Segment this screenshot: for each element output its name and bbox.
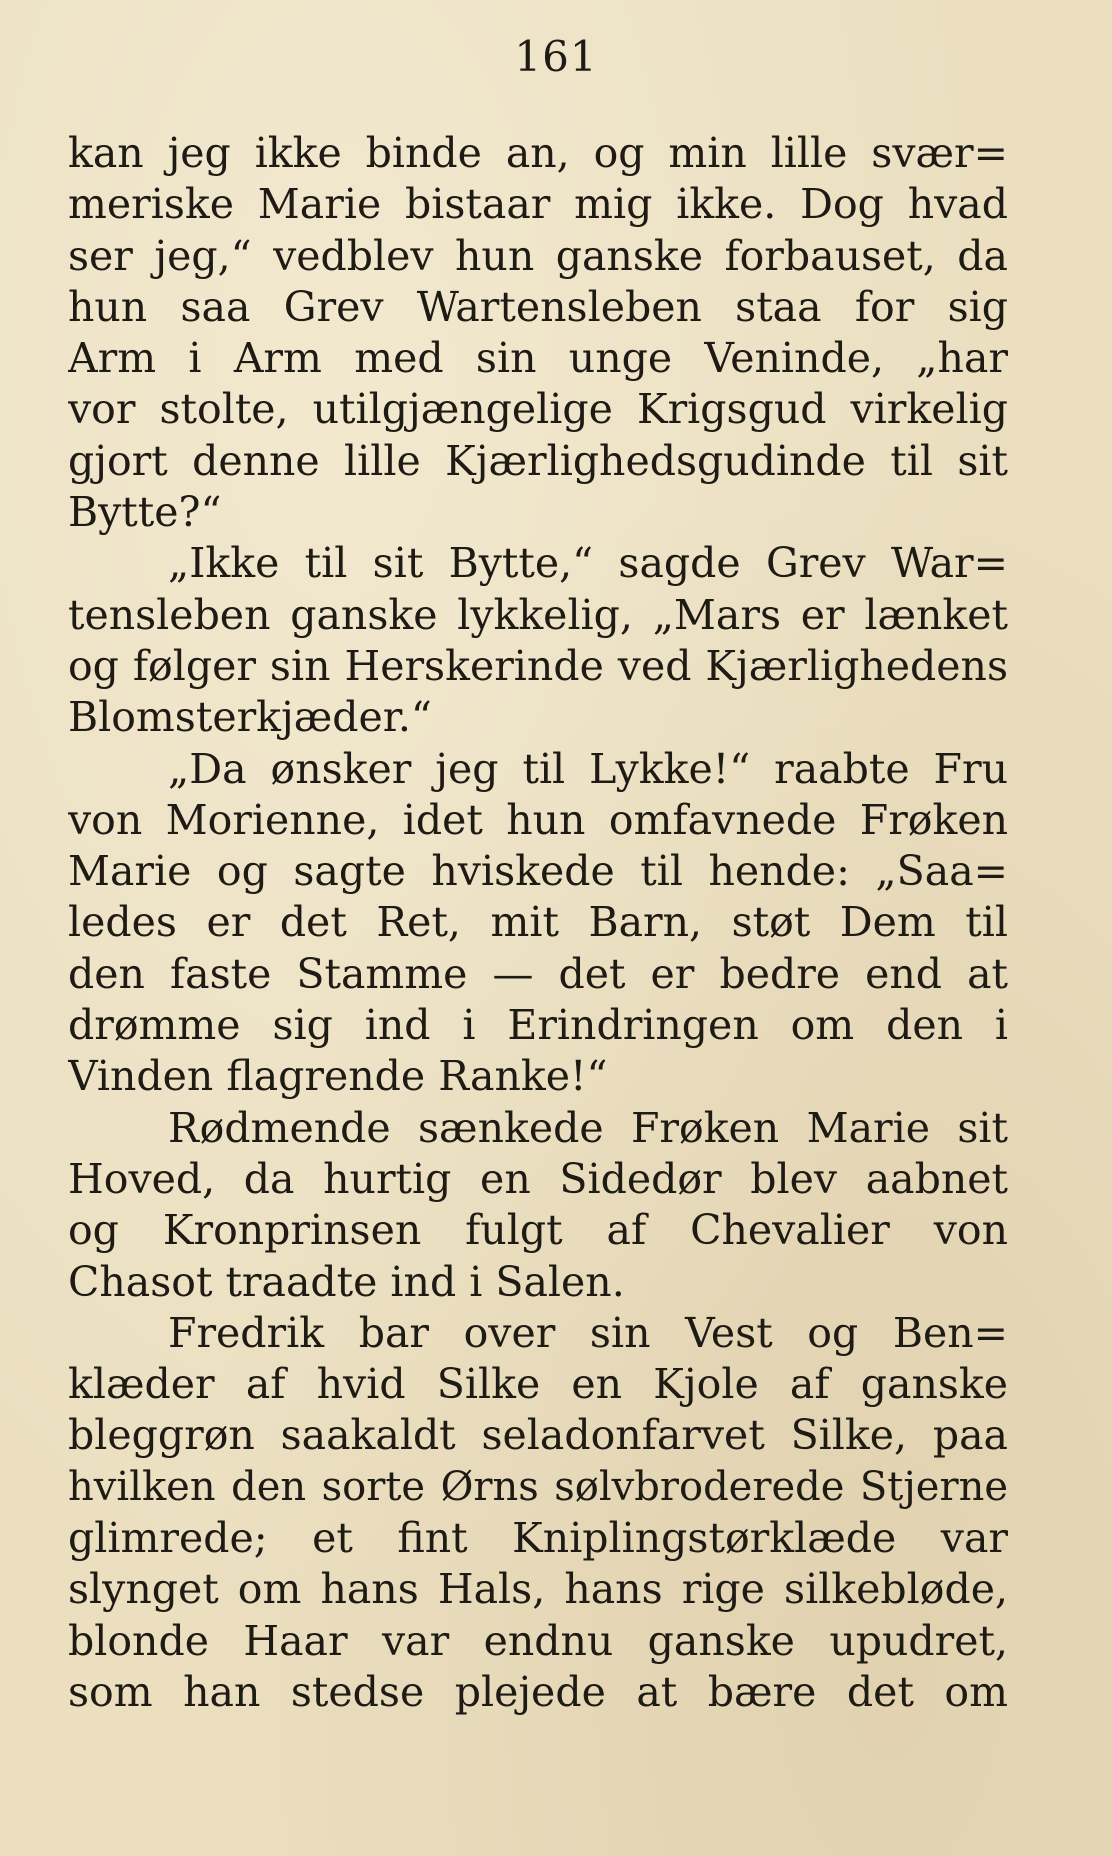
- text-line: og Kronprinsen fulgt af Chevalier von: [68, 1206, 1008, 1255]
- text-line: hun saa Grev Wartensleben staa for sig: [68, 282, 1008, 331]
- text-line: „Ikke til sit Bytte,“ sagde Grev War=: [168, 539, 1008, 588]
- text-line: Blomsterkjæder.“: [68, 693, 432, 742]
- text-line: Arm i Arm med sin unge Veninde, „har: [68, 334, 1008, 383]
- text-line: Hoved, da hurtig en Sidedør blev aabnet: [68, 1154, 1008, 1203]
- text-line: og følger sin Herskerinde ved Kjærlighedens: [68, 641, 1008, 690]
- text-line: gjort denne lille Kjærlighedsgudinde til sit: [68, 436, 1008, 485]
- text-line: tensleben ganske lykkelig, „Mars er lænket: [68, 590, 1008, 639]
- text-line: von Morienne, idet hun omfavnede Frøken: [68, 795, 1008, 844]
- text-line: bleggrøn saakaldt seladonfarvet Silke, paa: [68, 1411, 1008, 1460]
- text-line: Rødmende sænkede Frøken Marie sit: [168, 1103, 1008, 1152]
- text-line: slynget om hans Hals, hans rige silkebløde,: [68, 1565, 1008, 1614]
- text-line: „Da ønsker jeg til Lykke!“ raabte Fru: [168, 744, 1008, 793]
- text-line: hvilken den sorte Ørns sølvbroderede Stjerne: [68, 1463, 1008, 1510]
- text-line: som han stedse plejede at bære det om: [68, 1667, 1008, 1716]
- text-line: meriske Marie bistaar mig ikke. Dog hvad: [68, 180, 1008, 229]
- text-line: Fredrik bar over sin Vest og Ben=: [168, 1308, 1008, 1357]
- text-line: ledes er det Ret, mit Barn, støt Dem til: [68, 898, 1008, 947]
- text-line: klæder af hvid Silke en Kjole af ganske: [68, 1360, 1008, 1409]
- text-line: blonde Haar var endnu ganske upudret,: [68, 1616, 1008, 1665]
- text-line: kan jeg ikke binde an, og min lille svær=: [68, 129, 1008, 177]
- text-line: drømme sig ind i Erindringen om den i: [68, 1001, 1008, 1050]
- text-line: ser jeg,“ vedblev hun ganske forbauset, da: [68, 231, 1008, 280]
- body-text: [68, 128, 1008, 1718]
- text-line: Vinden flagrende Ranke!“: [68, 1052, 608, 1101]
- text-line: den faste Stamme — det er bedre end at: [68, 949, 1008, 998]
- text-line: vor stolte, utilgjængelige Krigsgud virkelig: [68, 385, 1008, 434]
- page-number: 161: [514, 32, 598, 81]
- text-line: glimrede; et fint Kniplingstørklæde var: [68, 1514, 1008, 1563]
- text-line: Marie og sagte hviskede til hende: „Saa=: [68, 847, 1008, 896]
- text-line: Bytte?“: [68, 488, 222, 537]
- text-line: Chasot traadte ind i Salen.: [68, 1257, 625, 1306]
